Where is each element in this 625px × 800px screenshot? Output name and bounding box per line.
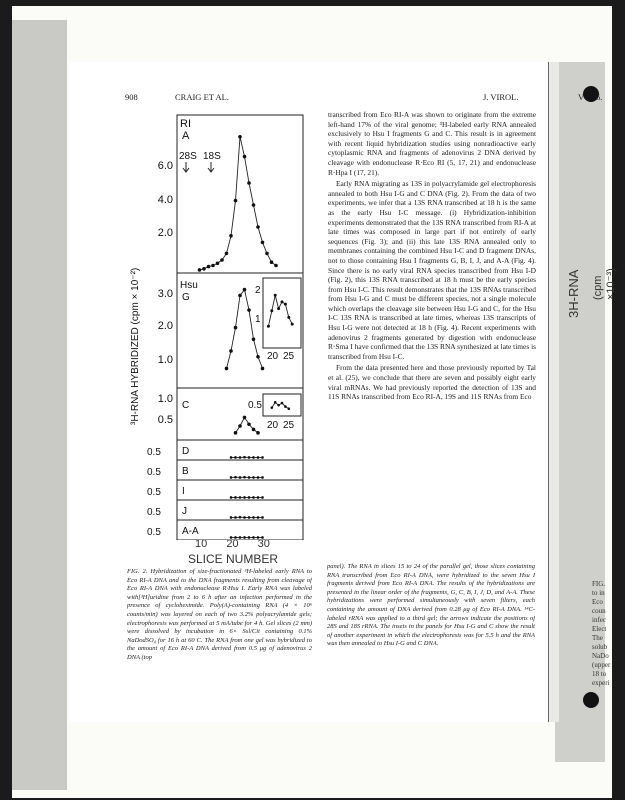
series-i-point <box>239 496 242 499</box>
inset-c-point <box>274 401 277 404</box>
body-paragraph-1: transcribed from Eco RI-A was shown to originate from the extreme left-hand 17% of the viral genome; ³H-labeled early RNA annealed exclusively to Hsu I fragments G and C. This result is in agreement with recent liquid hybridization studies using nonradioactive early cytoplasmic RNA and fragments of adenovirus 2 DNA derived by cleavage with endonuclease R·Eco RI (5, 17, 21) and endonuclease R·Hpa I (17, 21). <box>328 110 536 177</box>
series-b-point <box>234 476 237 479</box>
series-b-point <box>261 476 264 479</box>
series-ri-a-point <box>216 262 220 266</box>
series-i-point <box>248 496 251 499</box>
series-j-point <box>234 516 237 519</box>
series-c-point <box>252 428 256 432</box>
inset-hsu-g-point <box>284 303 287 306</box>
frag-9: (upper <box>592 661 611 669</box>
series-b-point <box>239 476 242 479</box>
frag-4: infec <box>592 616 606 624</box>
series-j-point <box>252 516 255 519</box>
panel-j-label: J <box>182 506 187 517</box>
frag-3: coun <box>592 607 606 615</box>
series-ri-a-point <box>234 199 238 203</box>
inset-hsu-g-point <box>267 325 270 328</box>
series-d-point <box>261 456 264 459</box>
series-c-point <box>234 431 238 435</box>
figure-caption-right <box>327 563 535 698</box>
series-d-point <box>230 456 233 459</box>
series-b-point <box>252 476 255 479</box>
panel-hsu-g-label-2: G <box>182 292 190 303</box>
series-ri-a-point <box>220 258 224 262</box>
frag-6: The <box>592 634 603 642</box>
series-c-point <box>256 431 260 435</box>
series-d-point <box>243 456 246 459</box>
series-i-point <box>243 496 246 499</box>
next-page-number-fragment: 6. <box>596 92 603 102</box>
series-ri-a-point <box>243 155 247 159</box>
caption-left-text: FIG. 2. Hybridization of size-fractionated ³H-labeled early RNA to Eco RI-A DNA and to the DNA fragments resulting from cleavage of Eco RI-A DNA with endonuclease R·Hsu I. Early RNA was labeled with[³H]uridine from 2 to 6 h after an infection performed in the presence of cycloheximide. Poly(A)-containing RNA (4 × 10⁶ counts/min) was layered on each of two 3.2% polyacrylamide gels; electrophoresis was performed at 5 mA/tube for 4 h. Gel slices (2 mm) were dissolved by incubation in 6× Ssl/Cit containing 0.1% NaDodSO₄ for 16 h at 60 C. The RNA from one gel was hybridized to the amount of Eco RI-A DNA derived from 0.5 μg of adenovirus 2 DNA (top <box>127 568 312 661</box>
frag-7: solub <box>592 643 608 651</box>
series-ri-a-point <box>207 265 211 269</box>
caption-right-text: panel). The RNA in slices 15 to 24 of the parallel gel, those slices containing RNA transcribed from Eco RI-A DNA, were hybridized to the seven Hsu I fragments derived from Eco RI-A DNA. The results of the hybridizations are presented in the linear order of the fragments, G, C, B, I, J, D, and A-A. These hybridizations were performed simultaneously with seven filters, each containing the amount of DNA derived from 0.28 μg of Eco RI-A DNA. ¹⁴C-labeled rRNA was applied to a third gel; the arrows indicate the positions of 28S and 18S rRNA. The insets in the panels for Hsu I-G and C show the result of another experiment in which the electrophoresis was for 5.5 h and the RNA was then annealed to Hsu I-G and C DNA. <box>327 563 535 648</box>
figure-2 <box>120 110 320 540</box>
series-d-point <box>239 456 242 459</box>
inset-g-xtick-20: 20 <box>267 351 279 362</box>
panel-hsu-g-label-1: Hsu <box>180 280 198 291</box>
inset-hsu-g-point <box>277 307 280 310</box>
series-ri-a-point <box>211 264 215 268</box>
series-d-point <box>252 456 255 459</box>
inset-hsu-g-point <box>287 316 290 319</box>
series-d-point <box>234 456 237 459</box>
inset-c-point <box>277 404 280 407</box>
journal-name: J. VIROL. <box>483 92 519 102</box>
inset-hsu-g-point <box>274 294 277 297</box>
panel-c-label: C <box>182 400 190 411</box>
series-i-point <box>230 496 233 499</box>
inset-g-xtick-25: 25 <box>283 351 295 362</box>
frag-8: NaDo <box>592 652 609 660</box>
series-i-point <box>257 496 260 499</box>
series-d-point <box>248 456 251 459</box>
next-page-caption-fragments <box>592 580 622 688</box>
punch-hole-bottom <box>583 692 599 708</box>
x-tick-10: 10 <box>195 538 208 550</box>
frag-5: Elect <box>592 625 607 633</box>
tick-c-05: 0.5 <box>157 414 173 426</box>
tick-hsu-g-3: 3.0 <box>157 288 173 300</box>
series-ri-a-point <box>274 264 278 268</box>
inset-hsu-g-point <box>270 309 273 312</box>
marker-18s: 18S <box>203 151 221 162</box>
inset-c-xtick-25: 25 <box>283 420 295 431</box>
frag-2: Eco <box>592 598 603 606</box>
panel-i-label: I <box>182 486 185 497</box>
series-hsu-g-point <box>238 294 242 298</box>
series-i-point <box>234 496 237 499</box>
series-ri-a-point <box>229 234 233 238</box>
tick-ri-a-2: 2.0 <box>157 227 173 239</box>
series-ri-a-point <box>198 268 202 272</box>
series-j-point <box>243 516 246 519</box>
series-ri-a-point <box>256 225 260 229</box>
frag-0: FIG. <box>592 580 606 588</box>
series-hsu-g-point <box>261 367 265 371</box>
inset-c-point <box>288 407 291 410</box>
series-hsu-g-point <box>247 308 251 312</box>
plot-marks <box>198 135 294 539</box>
series-ri-a-point <box>270 260 274 264</box>
x-axis-label: SLICE NUMBER <box>188 552 279 566</box>
series-j-point <box>248 516 251 519</box>
panel-ri-a-label-1: RI <box>180 118 191 130</box>
series-j-point <box>230 516 233 519</box>
series-d-point <box>257 456 260 459</box>
series-hsu-g-point <box>243 288 247 292</box>
tick-ri-a-4: 4.0 <box>157 194 173 206</box>
marker-28s: 28S <box>179 151 197 162</box>
series-ri-a-point <box>252 203 256 207</box>
tick-hsu-g-2: 2.0 <box>157 320 173 332</box>
series-c-point <box>238 424 242 428</box>
panel-ri-a-label-2: A <box>182 130 190 142</box>
figure-caption-left <box>127 568 312 698</box>
body-column-right <box>328 110 536 558</box>
frag-11: experi <box>592 679 610 687</box>
series-i-point <box>261 496 264 499</box>
inset-hsu-g-frame <box>263 278 301 348</box>
series-b-point <box>230 476 233 479</box>
panel-aa-label: A-A <box>182 526 199 537</box>
series-hsu-g-point <box>225 367 229 371</box>
inset-c-tick: 0.5 <box>248 400 262 411</box>
tick-hsu-g-1: 1.0 <box>157 354 173 366</box>
figure-2-plot <box>120 110 320 540</box>
series-c-point <box>243 416 247 420</box>
page-number: 908 <box>125 92 138 102</box>
running-author: CRAIG ET AL. <box>175 92 229 102</box>
body-paragraph-3: From the data presented here and those previously reported by Tal et al. (25), we conclude that there are seven and possibly eight early viral mRNAs. We had previously reported the detection of 13S and 11S RNAs transcribed from Eco RI-A, 19S and 11S RNAs from Eco <box>328 363 536 402</box>
panel-d-label: D <box>182 446 190 457</box>
tick-aa: 0.5 <box>147 527 161 538</box>
x-tick-20: 20 <box>226 538 239 550</box>
tick-d: 0.5 <box>147 447 161 458</box>
series-i-point <box>252 496 255 499</box>
body-paragraph-2: Early RNA migrating as 13S in polyacrylamide gel electrophoresis annealed to both Hsu I-G and C DNA (Fig. 2). From the data of two experiments, we infer that a 13S RNA transcribed at 18 h is the same as the early Hsu I-C message. (i) Hybridization-inhibition experiments demonstrated that the 13S RNA transcribed from RI-A at late times was composed in large part if not entirely of early sequences (Fig. 3); and (ii) this late 13S RNA annealed only to membranes containing the combined Hsu I-C and D fragment DNAs, not to those containing Hsu I fragments G, B, I, J, and A-A (Fig. 4). Since there is no early viral RNA species transcribed from Hsu I-D (Fig. 2), this 13S RNA transcribed at 18 h must be the early species from Hsu I-C. This result demonstrates that the 13S RNAs transcribed from Hsu I-G and C must be different species, not a single molecule which overlaps the cleavage site between Hsu I-G and C, for the Hsu I-C 13S RNA is transcribed at late times, whereas 13S transcripts of Hsu I-G were not detected at 18 h (Fig. 4). Recent experiments with adenovirus 2 fragments generated by digestion with endonuclease R·Sma I have confirmed that the 13S RNA synthesized at late times is transcribed from Hsu I-C. <box>328 179 536 361</box>
series-j-point <box>239 516 242 519</box>
inset-g-tick-2: 2 <box>255 285 261 296</box>
inset-c-xtick-20: 20 <box>267 420 279 431</box>
arrow-18s-icon <box>208 162 214 172</box>
series-ri-a-point <box>225 252 229 256</box>
next-page-vertical-label-1: 3H-RNA <box>566 269 581 318</box>
series-b-point <box>257 476 260 479</box>
series-hsu-g-point <box>252 337 256 341</box>
arrow-28s-icon <box>183 162 189 172</box>
series-ri-a-point <box>238 135 242 139</box>
series-ri-a-point <box>202 267 206 271</box>
panel-c-frame <box>177 388 303 440</box>
series-b-point <box>248 476 251 479</box>
tick-ri-a-6: 6.0 <box>157 160 173 172</box>
next-page-fragment: V <box>578 92 585 102</box>
series-hsu-g-point <box>234 326 238 330</box>
page-fold <box>548 62 559 722</box>
inset-c-point <box>284 405 287 408</box>
next-page-vertical-label-2: (cpm ×10⁻³) <box>592 268 617 300</box>
series-ri-a-point <box>261 241 265 245</box>
panel-b-label: B <box>182 466 189 477</box>
x-ticks <box>195 538 295 550</box>
x-tick-30: 30 <box>257 538 270 550</box>
series-hsu-g-point <box>256 355 260 359</box>
inset-g-tick-1: 1 <box>255 314 261 325</box>
series-ri-a-point <box>265 252 269 256</box>
series-hsu-g-point <box>229 349 233 353</box>
frag-10: 18 to <box>592 670 607 678</box>
inset-c-frame <box>263 394 301 416</box>
tick-b: 0.5 <box>147 467 161 478</box>
series-j-point <box>257 516 260 519</box>
scan-shadow-left <box>12 20 67 790</box>
inset-c-point <box>271 406 274 409</box>
inset-c-point <box>281 402 284 405</box>
tick-c-1: 1.0 <box>157 393 173 405</box>
tick-i: 0.5 <box>147 487 161 498</box>
tick-j: 0.5 <box>147 507 161 518</box>
inset-hsu-g-point <box>291 323 294 326</box>
series-ri-a-point <box>247 181 251 185</box>
frag-1: to in <box>592 589 605 597</box>
series-j-point <box>261 516 264 519</box>
series-c-point <box>247 422 251 426</box>
y-axis-label: ³H-RNA HYBRIDIZED (cpm × 10⁻²) <box>130 267 141 425</box>
series-b-point <box>243 476 246 479</box>
inset-hsu-g-point <box>281 300 284 303</box>
